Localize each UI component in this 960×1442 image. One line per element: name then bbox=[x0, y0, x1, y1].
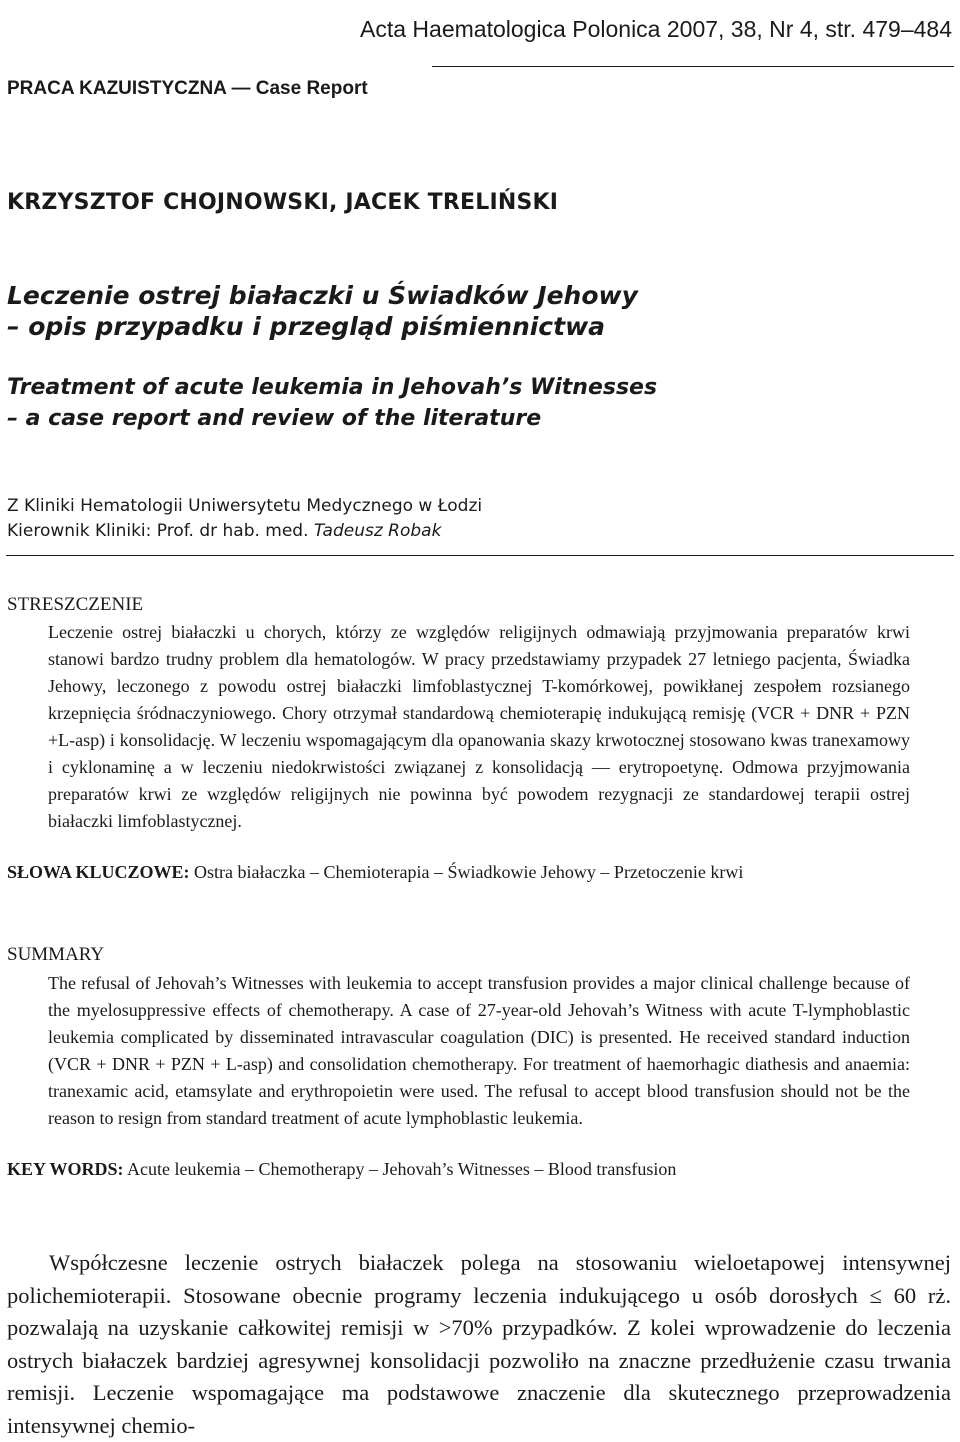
title-english-line1: Treatment of acute leukemia in Jehovah’s Witnesses bbox=[7, 375, 658, 400]
affiliation-head bbox=[7, 519, 482, 544]
title-english-line2: – a case report and review of the literature bbox=[7, 406, 542, 431]
affiliation-clinic: Z Kliniki Hematologii Uniwersytetu Medycznego w Łodzi bbox=[7, 496, 483, 516]
authors: KRZYSZTOF CHOJNOWSKI, JACEK TRELIŃSKI bbox=[7, 190, 559, 215]
journal-reference: Acta Haematologica Polonica 2007, 38, Nr 4, str. 479–484 bbox=[360, 16, 952, 42]
title-polish-line2: – opis przypadku i przegląd piśmiennictwa bbox=[7, 312, 606, 341]
title-english bbox=[7, 372, 657, 434]
keywords-polish-values: Ostra białaczka – Chemioterapia – Świadkowie Jehowy – Przetoczenie krwi bbox=[194, 862, 744, 882]
title-polish-line1: Leczenie ostrej białaczki u Świadków Jehowy bbox=[7, 281, 638, 310]
keywords-english bbox=[7, 1159, 676, 1180]
streszczenie-text: Leczenie ostrej białaczki u chorych, którzy ze względów religijnych odmawiają przyjmowania preparatów krwi stanowi bardzo trudny problem dla hematologów. W pracy przedstawiamy przypadek 27 letniego pacjenta, Świadka Jehowy, leczonego z powodu ostrej białaczki limfoblastycznej T-komórkowej, powikłanej zespołem rozsianego krzepnięcia śródnaczyniowego. Chory otrzymał standardową chemioterapię indukującą remisję (VCR + DNR + PZN +L-asp) i konsolidację. W leczeniu wspomagającym dla opanowania skazy krwotocznej stosowano kwas tranexamowy i cyklonaminę a w leczeniu niedokrwistości związanej z konsolidacją — erytropoetynę. Odmowa przyjmowania preparatów krwi ze względów religijnych nie powinna być powodem rezygnacji ze standardowej terapii ostrej białaczki limfoblastycznej. bbox=[48, 622, 910, 831]
affiliation-head-prefix: Kierownik Kliniki: Prof. dr hab. med. bbox=[7, 521, 309, 541]
title-polish bbox=[7, 280, 638, 342]
keywords-polish-label: SŁOWA KLUCZOWE: bbox=[7, 862, 190, 882]
summary-heading: SUMMARY bbox=[7, 944, 105, 965]
article-type: PRACA KAZUISTYCZNA — Case Report bbox=[7, 78, 368, 99]
header-rule bbox=[432, 66, 954, 67]
summary-text: The refusal of Jehovah’s Witnesses with leukemia to accept transfusion provides a major clinical challenge because of the myelosuppressive effects of chemotherapy. A case of 27-year-old Jehovah’s Witness with acute T-lymphoblastic leukemia complicated by disseminated intravascular coagulation (DIC) is presented. He received standard induction (VCR + DNR + PZN + L-asp) and consolidation chemotherapy. For treatment of haemorhagic diathesis and anaemia: tranexamic acid, etamsylate and erythropoietin were used. The refusal to accept blood transfusion should not be the reason to resign from standard treatment of acute lymphoblastic leukemia. bbox=[48, 973, 910, 1128]
affiliation-head-name: Tadeusz Robak bbox=[313, 521, 442, 541]
keywords-polish bbox=[7, 862, 743, 883]
streszczenie-heading: STRESZCZENIE bbox=[7, 594, 144, 615]
body-paragraph: Współczesne leczenie ostrych białaczek polega na stosowaniu wieloetapowej intensywnej polichemioterapii. Stosowane obecnie programy leczenia indukującego u osób dorosłych ≤ 60 rż. pozwalają na uzyskanie całkowitej remisji w >70% przypadków. Z kolei wprowadzenie do leczenia ostrych białaczek bardziej agresywnej konsolidacji pozwoliło na znaczne przedłużenie czasu trwania remisji. Leczenie wspomagające ma podstawowe znaczenie dla skutecznego przeprowadzenia intensywnej chemio- bbox=[7, 1250, 951, 1438]
affiliation bbox=[7, 494, 482, 544]
section-rule bbox=[6, 555, 954, 556]
keywords-english-label: KEY WORDS: bbox=[7, 1159, 124, 1179]
keywords-english-values: Acute leukemia – Chemotherapy – Jehovah’s Witnesses – Blood transfusion bbox=[127, 1159, 677, 1179]
